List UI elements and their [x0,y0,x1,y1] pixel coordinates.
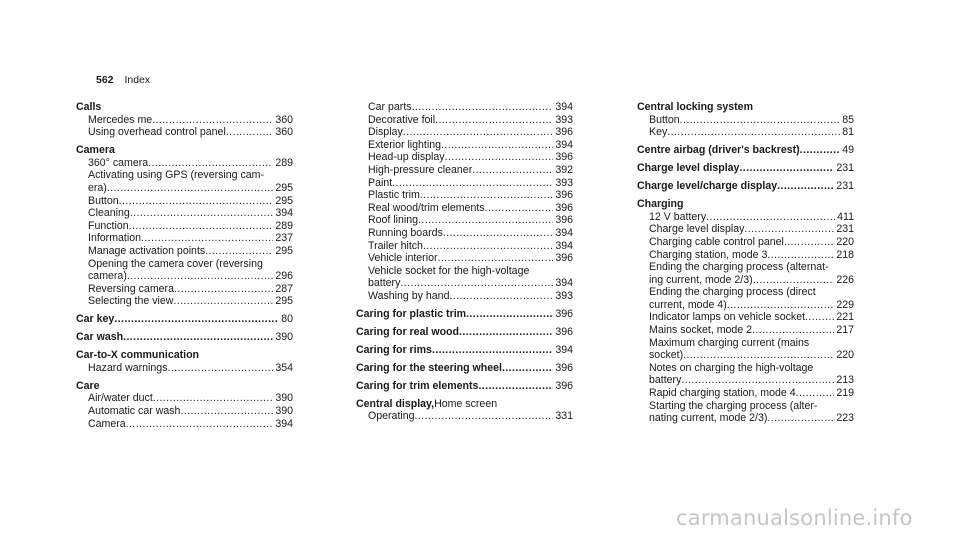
index-entry [76,207,293,220]
page-reference: 289 [275,156,293,169]
page-reference: 81 [842,126,854,139]
entry-text: current, mode 4) [649,298,727,311]
leader-dots [174,283,273,296]
page-reference: 287 [275,282,293,295]
leader-dots [767,249,834,262]
entry-text: Rapid charging station, mode 4 [649,387,796,400]
leader-dots [800,144,841,157]
entry-text: Car-to-X communication [76,349,200,362]
page-reference: 393 [555,113,573,126]
entry-text: Caring for the steering wheel [356,361,502,374]
leader-dots [173,295,273,308]
index-entry [637,324,854,337]
index-entry [637,362,854,375]
index-entry [76,392,293,405]
entry-text: Information [88,232,141,245]
index-entry [637,311,854,324]
page-reference: 394 [275,207,293,220]
page-reference: 394 [555,277,573,290]
page-reference: 360 [275,113,293,126]
leader-dots [777,180,834,193]
entry-text: Key [649,126,668,139]
entry-text: battery [649,374,682,387]
leader-dots [403,126,554,139]
index-entry [356,101,573,114]
page-reference: 396 [555,379,573,392]
leader-dots [753,274,835,287]
leader-dots [126,418,274,431]
leader-dots [805,311,834,324]
page-reference: 296 [275,270,293,283]
index-entry [356,151,573,164]
page-reference: 393 [555,289,573,302]
index-entry [637,337,854,350]
page-reference: 394 [555,239,573,252]
index-entry [76,232,293,245]
entry-text: Vehicle socket for the high-voltage [368,264,530,277]
page-reference: 295 [275,194,293,207]
index-heading [76,349,293,362]
leader-dots [432,344,553,357]
index-entry [76,195,293,208]
entry-text: Calls [76,101,102,113]
leader-dots [767,412,834,425]
entry-text: 12 V battery [649,210,707,223]
page-reference: 80 [281,313,293,326]
index-entry [76,220,293,233]
leader-dots [412,101,554,114]
index-entry [637,126,854,139]
index-entry [356,126,573,139]
leader-dots [796,387,835,400]
index-heading [356,308,573,321]
section-title: Index [124,74,151,86]
page-reference: 394 [555,101,573,113]
page-reference: 231 [836,162,854,175]
entry-text: Car key [76,313,115,326]
index-entry [637,286,854,299]
entry-text: High-pressure cleaner [368,163,473,176]
entry-text: Function [88,219,129,232]
index-entry [637,387,854,400]
leader-dots [114,313,279,326]
entry-text: Vehicle interior [368,252,438,265]
index-entry [637,274,854,287]
index-entry [637,114,854,127]
entry-text: Manage activation points [88,244,206,257]
leader-dots [205,245,273,258]
leader-dots [153,392,274,405]
index-heading [76,101,293,114]
index-entry [637,349,854,362]
leader-dots [148,157,273,170]
leader-dots [466,308,553,321]
page-reference: 85 [842,113,854,126]
index-entry [356,265,573,278]
index-heading [356,398,573,411]
index-entry [637,412,854,425]
index-heading [356,362,573,375]
page-reference: 223 [836,412,854,425]
leader-dots [680,114,841,127]
leader-dots [667,126,840,139]
leader-dots [418,214,553,227]
index-column-2 [356,101,573,423]
entry-text: Notes on charging the high-voltage [649,361,814,374]
page-reference: 393 [555,176,573,189]
page-reference: 220 [836,235,854,248]
entry-subtext: Home screen [434,397,498,410]
page-reference: 396 [555,126,573,139]
entry-text: Decorative foil [368,113,436,126]
index-entry [356,139,573,152]
index-entry [356,277,573,290]
index-entry [76,114,293,127]
index-entry [356,214,573,227]
leader-dots [107,182,273,195]
page-reference: 213 [836,374,854,387]
entry-text: Display [368,126,403,139]
index-entry [356,410,573,423]
index-entry [76,270,293,283]
entry-text: Care [76,379,100,392]
index-entry [76,169,293,182]
index-heading [76,380,293,393]
leader-dots [784,236,834,249]
leader-dots [180,405,273,418]
page-reference: 394 [555,138,573,151]
page-reference: 237 [275,232,293,245]
index-entry [76,362,293,375]
leader-dots [420,189,554,202]
leader-dots [415,410,554,423]
entry-text: Car wash [76,331,124,344]
page-reference: 396 [555,201,573,214]
index-entry [76,182,293,195]
page-reference: 394 [555,343,573,356]
leader-dots [449,290,553,303]
entry-text: Ending the charging process (alternat- [649,261,829,274]
leader-dots [706,211,835,224]
index-heading [76,313,293,326]
leader-dots [123,331,273,344]
entry-text: Hazard warnings [88,361,168,374]
entry-text: Indicator lamps on vehicle socket [649,311,806,324]
leader-dots [744,223,834,236]
leader-dots [168,362,274,375]
leader-dots [141,232,273,245]
watermark: carmanualsonline.info [676,506,913,530]
entry-text: Trailer hitch [368,239,423,252]
entry-text: Charging [637,198,684,211]
entry-text: Caring for rims [356,343,432,356]
leader-dots [129,220,274,233]
index-entry [356,227,573,240]
entry-text: Roof lining [368,214,419,227]
leader-dots [438,252,554,265]
entry-text: Charging station, mode 3 [649,248,768,261]
index-entry [637,261,854,274]
page-reference: 231 [836,180,854,193]
leader-dots [727,299,835,312]
entry-text: Selecting the view [88,295,174,308]
leader-dots [441,139,553,152]
entry-text: Camera [76,144,115,157]
index-entry [637,249,854,262]
page-reference: 396 [555,307,573,320]
page-reference: 396 [555,214,573,227]
index-entry [637,236,854,249]
entry-text: Charging cable control panel [649,235,784,248]
index-entry [76,245,293,258]
page-reference: 396 [555,189,573,202]
page-reference: 226 [836,273,854,286]
page-reference: 295 [275,295,293,308]
page-reference: 390 [275,392,293,405]
entry-text: socket) [649,349,684,362]
index-entry [356,189,573,202]
leader-dots [472,164,553,177]
entry-text: Real wood/trim elements [368,201,485,214]
index-heading [76,144,293,157]
page-header [96,74,150,86]
index-heading [356,344,573,357]
index-entry [637,400,854,413]
page-reference: 394 [555,226,573,239]
index-heading [356,326,573,339]
page-reference: 396 [555,252,573,265]
page-reference: 396 [555,361,573,374]
index-heading [637,180,854,193]
leader-dots [423,240,553,253]
index-heading [637,101,854,114]
page-reference: 392 [555,163,573,176]
entry-text: Running boards [368,226,443,239]
entry-text: 360° camera [88,156,149,169]
page-reference: 289 [275,219,293,232]
entry-text: Centre airbag (driver's backrest) [637,144,800,157]
index-entry [637,223,854,236]
page-reference: 49 [842,144,854,157]
entry-text: Starting the charging process (alter- [649,399,818,412]
entry-text: Camera [88,417,126,430]
page-reference: 396 [555,151,573,164]
entry-text: Charge level display [637,162,740,175]
entry-text: Plastic trim [368,189,420,202]
entry-text: Opening the camera cover (reversing [88,257,263,270]
index-entry [76,258,293,271]
page-reference: 390 [275,405,293,418]
entry-text: Automatic car wash [88,405,181,418]
index-heading [637,144,854,157]
entry-text: Reversing camera [88,282,174,295]
entry-text: Car parts [368,101,412,113]
leader-dots [130,207,273,220]
index-entry [76,126,293,139]
leader-dots [739,162,834,175]
leader-dots [459,326,553,339]
index-entry [637,211,854,224]
page-reference: 217 [836,324,854,337]
entry-text: Button [649,113,680,126]
page-reference: 221 [836,311,854,324]
leader-dots [681,374,834,387]
entry-text: Maximum charging current (mains [649,336,810,349]
leader-dots [392,177,553,190]
index-heading [637,162,854,175]
leader-dots [443,227,554,240]
leader-dots [119,195,274,208]
index-entry [356,252,573,265]
page-reference: 411 [837,210,854,223]
index-entry [637,374,854,387]
page-reference: 295 [275,181,293,194]
page-reference: 229 [836,298,854,311]
entry-text: Head-up display [368,151,445,164]
entry-text: era) [88,181,107,194]
page-reference: 396 [555,325,573,338]
entry-text: Air/water duct [88,392,153,405]
entry-text: Washing by hand [368,289,450,302]
page-reference: 354 [275,361,293,374]
entry-text: Button [88,194,119,207]
entry-text: Mercedes me [88,113,153,126]
leader-dots [400,277,553,290]
leader-dots [485,202,554,215]
page-reference: 390 [275,331,293,344]
entry-text: ing current, mode 2/3) [649,273,753,286]
leader-dots [445,151,554,164]
index-entry [637,299,854,312]
entry-text: Cleaning [88,207,130,220]
entry-text: Operating [368,410,415,423]
entry-text: Caring for plastic trim [356,307,467,320]
index-entry [356,240,573,253]
entry-text: Using overhead control panel [88,126,226,139]
page-reference: 394 [275,417,293,430]
entry-text: Mains socket, mode 2 [649,324,753,337]
index-entry [76,405,293,418]
entry-text: Caring for trim elements [356,379,479,392]
entry-text: Charge level/charge display [637,180,778,193]
entry-text: Caring for real wood [356,325,460,338]
page-reference: 231 [836,223,854,236]
entry-text: Paint [368,176,393,189]
entry-text: Ending the charging process (direct [649,286,816,299]
entry-text: camera) [88,270,127,283]
index-entry [356,114,573,127]
index-entry [356,202,573,215]
index-heading [76,331,293,344]
page-number: 562 [96,74,114,86]
page-reference: 220 [836,349,854,362]
page-reference: 295 [275,244,293,257]
entry-text: Charge level display [649,223,745,236]
entry-text: battery [368,277,401,290]
index-entry [76,418,293,431]
index-heading [356,380,573,393]
leader-dots [683,349,834,362]
leader-dots [226,126,274,139]
leader-dots [502,362,553,375]
index-entry [356,290,573,303]
leader-dots [152,114,273,127]
entry-text: Activating using GPS (reversing cam- [88,169,265,182]
entry-text: Exterior lighting [368,138,442,151]
index-entry [356,177,573,190]
index-column-1 [76,101,293,430]
page-reference: 360 [275,126,293,139]
leader-dots [127,270,273,283]
leader-dots [478,380,553,393]
leader-dots [752,324,834,337]
index-entry [76,157,293,170]
page-reference: 218 [836,248,854,261]
index-entry [76,295,293,308]
page-reference: 219 [836,387,854,400]
entry-text: Central display, [356,397,435,410]
leader-dots [435,114,553,127]
entry-text: Central locking system [637,101,753,113]
index-entry [356,164,573,177]
entry-text: nating current, mode 2/3) [649,412,768,425]
index-entry [76,283,293,296]
index-column-3 [637,101,854,425]
page-reference: 331 [555,410,573,423]
index-heading [637,198,854,211]
